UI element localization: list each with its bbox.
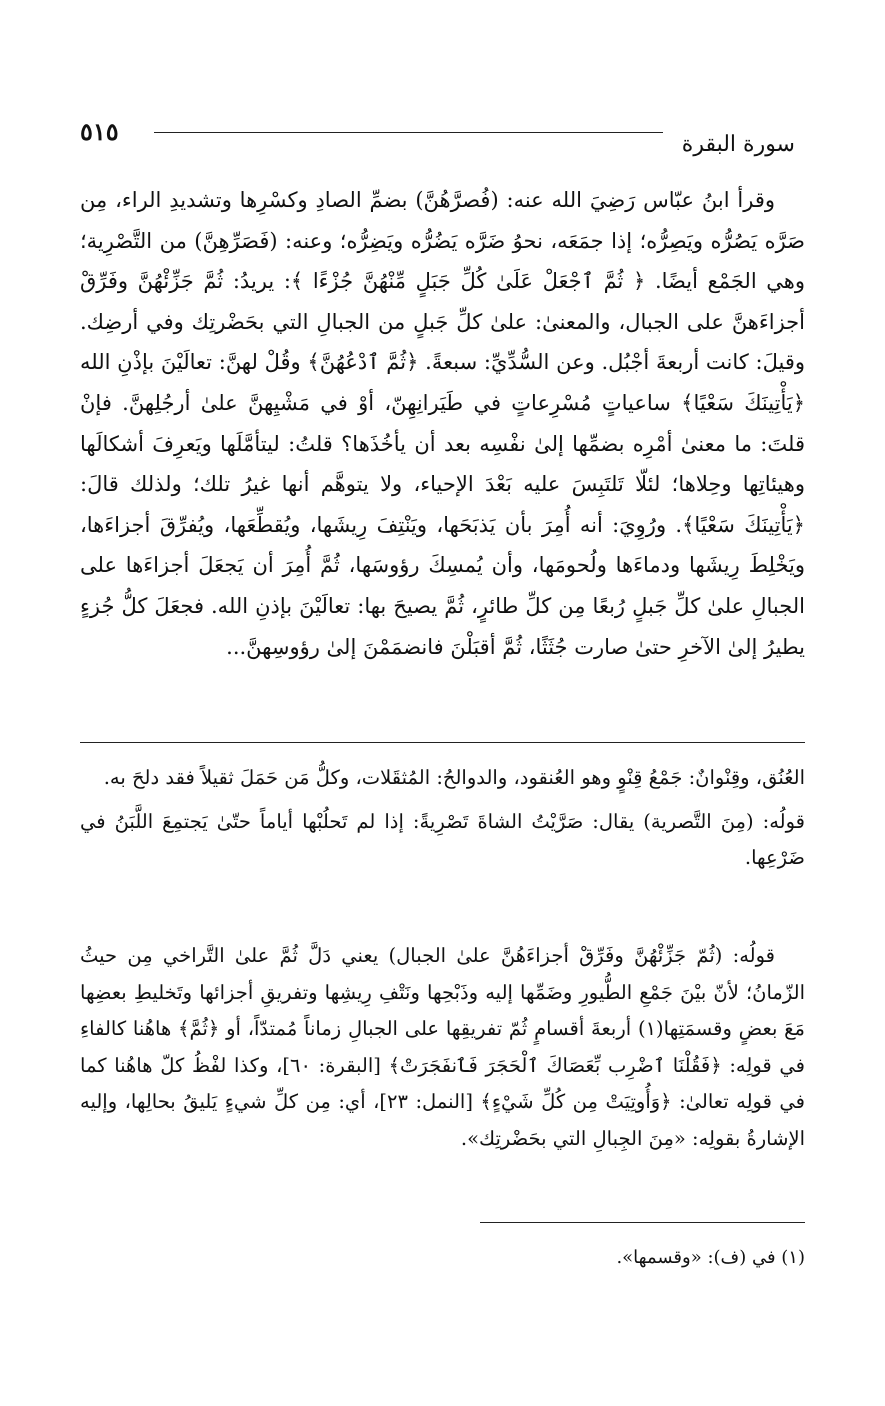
commentary-paragraph: قولُه: (ثُمّ جَزِّئْهُنَّ وفَرِّقْ أجزاءَهُنَّ علىٰ الجبال) يعني دَلَّ ثُمَّ علىٰ التَّراخي مِن حيثُ الزّمانُ؛ لأنّ بيْنَ جَمْعِ الطُّيورِ وضَمِّها إليه وذَبْحِها ونَتْفِ رِيشِها وتفريقِ أجزائها وتَخليطِ بعضِها مَعَ بعضٍ وقسمَتِها(١) أربعةَ أقسامٍ ثُمّ تفريقِها على الجبالِ زماناً مُمتدّاً، أو ﴿ثُمَّ﴾ هاهُنا كالفاءِ في قولِه: ﴿فَقُلْنَا ٱضْرِب بِّعَصَاكَ ٱلْحَجَرَ فَٱنفَجَرَتْ﴾ [البقرة: ٦٠]، وكذا لفْظُ كلّ هاهُنا كما في قولِه تعالىٰ: ﴿وَأُوتِيَتْ مِن كُلِّ شَيْءٍ﴾ [النمل: ٢٣]، أي: مِن كلِّ شيءٍ يَليقُ بحالِها، وإليه الإشارةُ بقولِه: «مِنَ الجِبالِ التي بحَضْرتِك». — [80, 944, 805, 1150]
commentary — [80, 938, 805, 1157]
section-divider — [80, 742, 805, 743]
surah-title: سورة البقرة — [681, 132, 795, 157]
gloss-notes — [80, 760, 805, 884]
header-rule — [154, 132, 663, 133]
gloss-note-2: قولُه: (مِنَ التَّصرية) يقال: صَرَّيْتُ الشاةَ تَصْرِيةً: إذا لم تَحلُبْها أياماً حتّىٰ يَجتمِعَ اللَّبَنُ في ضَرْعِها. — [80, 810, 805, 869]
main-text — [80, 180, 805, 667]
footnote — [80, 1244, 805, 1272]
running-header — [80, 118, 795, 158]
main-text-paragraph: وقرأ ابنُ عبّاس رَضِيَ الله عنه: (فُصرَّهُنَّ) بضمِّ الصادِ وكسْرِها وتشديدِ الراء، مِن صَرَّه يَصُرُّه ويَصِرُّه؛ إذا جمَعَه، نحوُ ضَرَّه يَضُرُّه ويَضِرُّه؛ وعنه: (فَصَرِّهِنَّ) من التَّصْرِية؛ وهي الجَمْع أيضًا. ﴿ ثُمَّ ٱجْعَلْ عَلَىٰ كُلِّ جَبَلٍ مِّنْهُنَّ جُزْءًا ﴾: يريدُ: ثُمَّ جَزِّئْهُنَّ وفَرِّقْ أجزاءَهنَّ على الجبال، والمعنىٰ: علىٰ كلِّ جَبلٍ من الجبالِ التي بحَضْرتِك وفي أرضِك. وقيلَ: كانت أربعةَ أجْبُل. وعن السُّدِّيِّ: سبعةً. ﴿ثُمَّ ٱدْعُهُنَّ﴾ وقُلْ لهنَّ: تعالَيْنَ بإذْنِ الله ﴿يَأْتِينَكَ سَعْيًا﴾ ساعياتٍ مُسْرِعاتٍ في طَيَرانِهِنّ، أوْ في مَشْيِهنَّ علىٰ أرجُلِهنَّ. فإنْ قلتَ: ما معنىٰ أمْرِه بضمِّها إلىٰ نفْسِه بعد أن يأخُذَها؟ قلتُ: ليتأمَّلَها ويَعرِفَ أشكالَها وهيئاتِها وحِلاها؛ لئلّا تَلتَبِسَ عليه بَعْدَ الإحياء، ولا يتوهَّم أنها غيرُ تلك؛ ولذلك قالَ: ﴿يَأْتِينَكَ سَعْيًا﴾. ورُوِيَ: أنه أُمِرَ بأن يَذبَحَها، ويَنْتِفَ رِيشَها، ويُقطِّعَها، ويُفرِّقَ أجزاءَها، ويَخْلِطَ رِيشَها ودماءَها ولُحومَها، وأن يُمسِكَ رؤوسَها، ثُمَّ أُمِرَ أن يَجعَلَ أجزاءَها على الجبالِ علىٰ كلِّ جَبلٍ رُبعًا مِن كلِّ طائرٍ، ثُمَّ يصيحَ بها: تعالَيْنَ بإذنِ الله. فجعَلَ كلُّ جُزءٍ يطيرُ إلىٰ الآخرِ حتىٰ صارت جُثَثًا، ثُمَّ أقبَلْنَ فانضمَمْنَ إلىٰ رؤوسِهنَّ... — [80, 188, 805, 659]
page-number: ٥١٥ — [80, 117, 119, 146]
gloss-note-1: العُنُق، وقِنْوانٌ: جَمْعُ قِنْوٍ وهو العُنقود، والدوالحُ: المُثقَلات، وكلُّ مَن حَمَلَ ثقيلاً فقد دلحَ به. — [103, 766, 805, 789]
footnote-text: (١) في (ف): «وقسمها». — [616, 1247, 805, 1268]
footnote-divider — [480, 1222, 805, 1223]
